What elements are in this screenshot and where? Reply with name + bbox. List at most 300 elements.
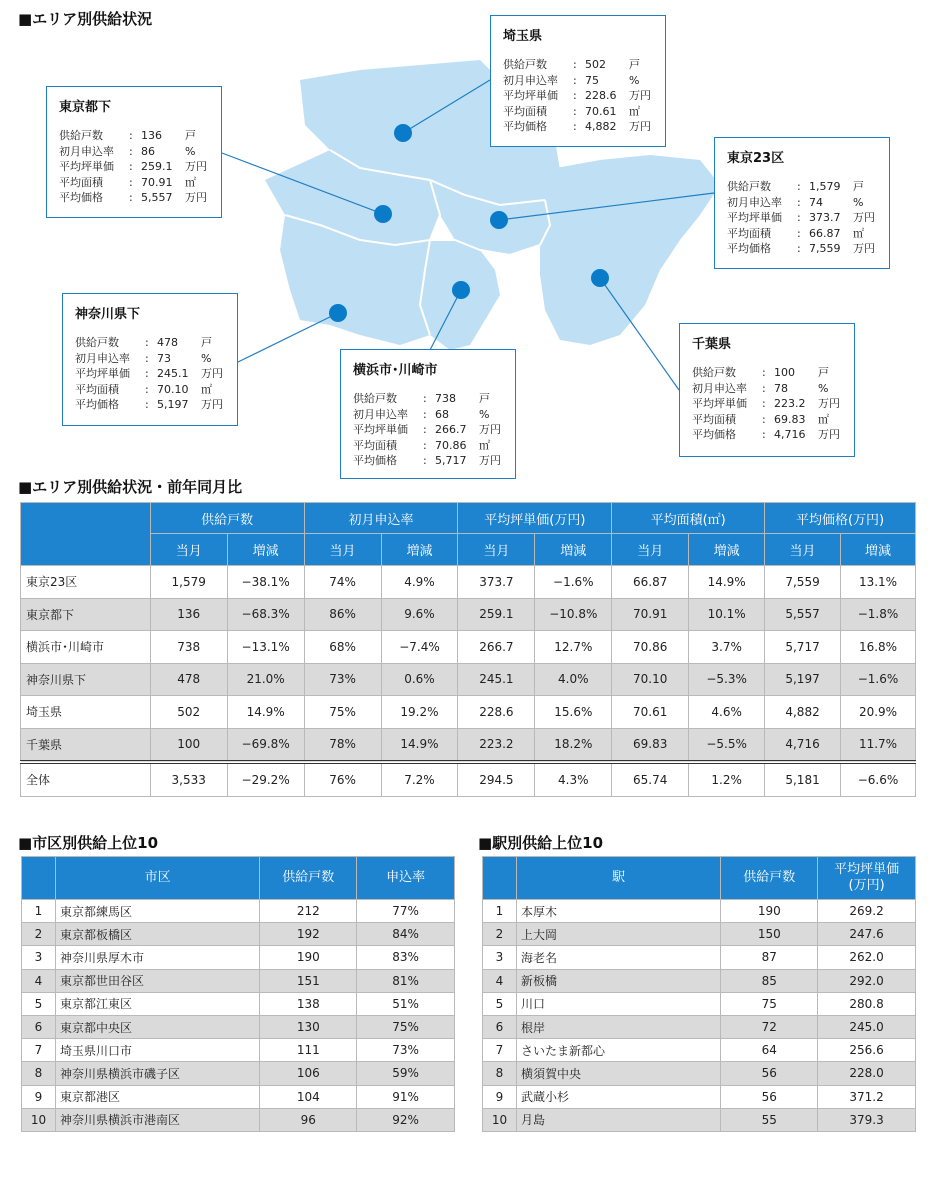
yoy-row: [21, 566, 916, 599]
yoy-cell: −6.6%: [841, 762, 916, 796]
map-dot-tokyo-tama: [374, 205, 392, 223]
callout-row-unit_price: [353, 422, 505, 438]
yoy-cell: 223.2: [458, 728, 535, 762]
callout-label: 平均坪単価: [59, 160, 114, 173]
callout-label: 平均価格: [692, 428, 736, 441]
callout-sep: :: [145, 351, 149, 365]
callout-sep: :: [145, 336, 149, 349]
station-rank: 4: [483, 969, 517, 992]
callout-row-price: [727, 241, 879, 257]
station-row: [483, 1039, 916, 1062]
yoy-row: [21, 598, 916, 631]
callout-value: 259.1: [141, 160, 173, 173]
station-col-supply: 供給戸数: [721, 857, 818, 900]
yoy-cell: 73%: [304, 663, 381, 696]
callout-label: 初月申込率: [353, 407, 408, 421]
city-col-rank: [22, 857, 56, 900]
callout-unit: 戸: [201, 336, 212, 349]
yoy-cell: 228.6: [458, 696, 535, 729]
city-name: 東京都中央区: [55, 1015, 259, 1038]
callout-sep: :: [797, 226, 801, 240]
yoy-cell: −29.2%: [227, 762, 304, 796]
station-price: 292.0: [818, 969, 916, 992]
city-name: 神奈川県横浜市磯子区: [55, 1062, 259, 1085]
callout-value: 70.10: [157, 382, 189, 396]
station-name: さいたま新都心: [516, 1039, 720, 1062]
callout-sep: :: [573, 120, 577, 133]
yoy-cell: 21.0%: [227, 663, 304, 696]
callout-value: 69.83: [774, 412, 806, 426]
callout-label: 平均面積: [503, 104, 547, 118]
station-name: 本厚木: [516, 900, 720, 923]
callout-unit: 戸: [629, 58, 640, 71]
yoy-cell: 70.10: [612, 663, 689, 696]
callout-label: 平均価格: [59, 191, 103, 204]
callout-unit: 万円: [185, 160, 207, 173]
callout-title: 千葉県: [692, 337, 732, 352]
callout-row-price: [353, 453, 505, 469]
yoy-cell: −1.8%: [841, 598, 916, 631]
callout-unit: 万円: [201, 398, 223, 411]
yoy-cell: 3.7%: [689, 631, 765, 664]
callout-label: 平均面積: [692, 412, 736, 426]
callout-sep: :: [423, 438, 427, 452]
yoy-area-name: 神奈川県下: [21, 663, 151, 696]
station-price: 228.0: [818, 1062, 916, 1085]
callout-unit: 万円: [629, 89, 651, 102]
station-supply: 190: [721, 900, 818, 923]
callout-unit: 戸: [818, 366, 829, 379]
yoy-cell: 502: [150, 696, 227, 729]
callout-value: 4,716: [774, 428, 806, 441]
city-col-rate: 申込率: [357, 857, 455, 900]
city-supply: 104: [260, 1085, 357, 1108]
station-row: [483, 1108, 916, 1131]
callout-value: 70.61: [585, 104, 617, 118]
station-rank: 7: [483, 1039, 517, 1062]
callout-row-unit_price: [727, 210, 879, 226]
callout-row-price: [503, 119, 655, 135]
map-dot-yokohama: [452, 281, 470, 299]
yoy-cell: 18.2%: [535, 728, 612, 762]
callout-row-price: [692, 427, 844, 443]
callout-sep: :: [797, 242, 801, 255]
station-supply: 56: [721, 1062, 818, 1085]
yoy-table: [20, 502, 916, 797]
city-rank: 2: [22, 923, 56, 946]
yoy-group-header: 平均価格(万円): [765, 503, 916, 534]
callout-unit: 万円: [185, 191, 207, 204]
callout-sep: :: [762, 428, 766, 441]
yoy-cell: 4,882: [765, 696, 841, 729]
callout-row-supply: [727, 179, 879, 195]
station-supply: 56: [721, 1085, 818, 1108]
city-supply: 151: [260, 969, 357, 992]
callout-sep: :: [762, 381, 766, 395]
city-rank: 5: [22, 992, 56, 1015]
yoy-cell: 4.3%: [535, 762, 612, 796]
station-name: 海老名: [516, 946, 720, 969]
yoy-cell: 5,717: [765, 631, 841, 664]
callout-sep: :: [797, 211, 801, 224]
city-row: [22, 1085, 455, 1108]
callout-sep: :: [573, 73, 577, 87]
callout-tokyo23: [714, 137, 890, 269]
city-rate: 75%: [357, 1015, 455, 1038]
callout-value: 1,579: [809, 180, 841, 193]
yoy-cell: 266.7: [458, 631, 535, 664]
city-name: 東京都港区: [55, 1085, 259, 1108]
callout-value: 738: [435, 392, 456, 405]
callout-sep: :: [129, 144, 133, 158]
yoy-area-name: 埼玉県: [21, 696, 151, 729]
yoy-sub-change: 増減: [381, 534, 458, 566]
yoy-group-header: 初月申込率: [304, 503, 458, 534]
callout-value: 478: [157, 336, 178, 349]
station-supply: 150: [721, 923, 818, 946]
city-supply: 190: [260, 946, 357, 969]
yoy-cell: −13.1%: [227, 631, 304, 664]
station-row: [483, 969, 916, 992]
station-row: [483, 992, 916, 1015]
yoy-cell: 1.2%: [689, 762, 765, 796]
city-supply: 130: [260, 1015, 357, 1038]
callout-title: 神奈川県下: [75, 307, 141, 322]
city-rank: 1: [22, 900, 56, 923]
yoy-area-name: 全体: [21, 762, 151, 796]
yoy-corner: [21, 503, 151, 566]
callout-row-supply: [503, 57, 655, 73]
callout-value: 78: [774, 381, 788, 395]
yoy-cell: 20.9%: [841, 696, 916, 729]
yoy-cell: 19.2%: [381, 696, 458, 729]
station-price: 379.3: [818, 1108, 916, 1131]
callout-sep: :: [797, 180, 801, 193]
yoy-sub-current: 当月: [765, 534, 841, 566]
callout-label: 供給戸数: [75, 336, 119, 349]
yoy-area-name: 東京都下: [21, 598, 151, 631]
callout-value: 75: [585, 73, 599, 87]
station-col-name: 駅: [516, 857, 720, 900]
callout-sep: :: [573, 104, 577, 118]
callout-unit: ㎡: [853, 226, 864, 240]
map-dot-chiba: [591, 269, 609, 287]
callout-label: 平均坪単価: [692, 397, 747, 410]
callout-value: 223.2: [774, 397, 806, 410]
station-name: 川口: [516, 992, 720, 1015]
callout-label: 平均坪単価: [75, 367, 130, 380]
yoy-cell: 259.1: [458, 598, 535, 631]
map-dot-saitama: [394, 124, 412, 142]
city-rank: 8: [22, 1062, 56, 1085]
callout-value: 266.7: [435, 423, 467, 436]
callout-value: 74: [809, 195, 823, 209]
callout-label: 初月申込率: [503, 73, 558, 87]
yoy-cell: −5.5%: [689, 728, 765, 762]
yoy-cell: −68.3%: [227, 598, 304, 631]
callout-unit: ㎡: [818, 412, 829, 426]
city-rank: 6: [22, 1015, 56, 1038]
station-name: 上大岡: [516, 923, 720, 946]
city-rate: 83%: [357, 946, 455, 969]
callout-sep: :: [129, 160, 133, 173]
area-map: [0, 0, 944, 470]
callout-sep: :: [423, 454, 427, 467]
callout-value: 136: [141, 129, 162, 142]
city-rate: 81%: [357, 969, 455, 992]
callout-value: 7,559: [809, 242, 841, 255]
station-price: 245.0: [818, 1015, 916, 1038]
callout-label: 平均面積: [75, 382, 119, 396]
callout-unit: %: [818, 381, 829, 395]
yoy-cell: 75%: [304, 696, 381, 729]
yoy-group-header: 平均坪単価(万円): [458, 503, 612, 534]
station-price: 280.8: [818, 992, 916, 1015]
yoy-cell: 4,716: [765, 728, 841, 762]
yoy-cell: 13.1%: [841, 566, 916, 599]
callout-row-area: [503, 104, 655, 120]
callout-unit: %: [853, 195, 864, 209]
city-rank: 4: [22, 969, 56, 992]
city-row: [22, 992, 455, 1015]
yoy-area-name: 東京23区: [21, 566, 151, 599]
city-supply: 192: [260, 923, 357, 946]
yoy-sub-change: 増減: [689, 534, 765, 566]
callout-row-rate: [75, 351, 227, 367]
yoy-cell: 86%: [304, 598, 381, 631]
callout-label: 平均価格: [353, 454, 397, 467]
yoy-group-header: 供給戸数: [150, 503, 304, 534]
yoy-sub-change: 増減: [841, 534, 916, 566]
callout-title: 埼玉県: [503, 29, 543, 44]
callout-unit: 万円: [818, 397, 840, 410]
yoy-row: [21, 631, 916, 664]
callout-row-rate: [59, 144, 211, 160]
city-name: 東京都練馬区: [55, 900, 259, 923]
callout-title: 東京都下: [59, 100, 112, 115]
station-rank: 6: [483, 1015, 517, 1038]
callout-sep: :: [423, 423, 427, 436]
callout-row-unit_price: [75, 366, 227, 382]
yoy-cell: 14.9%: [381, 728, 458, 762]
city-name: 神奈川県厚木市: [55, 946, 259, 969]
callout-sep: :: [423, 407, 427, 421]
callout-chiba: [679, 323, 855, 457]
yoy-row: [21, 762, 916, 796]
yoy-cell: −10.8%: [535, 598, 612, 631]
map-chiba-region: [540, 155, 720, 345]
station-price: 269.2: [818, 900, 916, 923]
callout-row-unit_price: [503, 88, 655, 104]
city-supply: 212: [260, 900, 357, 923]
yoy-cell: 12.7%: [535, 631, 612, 664]
callout-unit: ㎡: [479, 438, 490, 452]
city-rate: 59%: [357, 1062, 455, 1085]
yoy-cell: 16.8%: [841, 631, 916, 664]
yoy-cell: 0.6%: [381, 663, 458, 696]
callout-label: 平均価格: [75, 398, 119, 411]
callout-value: 5,557: [141, 191, 173, 204]
yoy-cell: 1,579: [150, 566, 227, 599]
callout-label: 平均価格: [503, 120, 547, 133]
yoy-cell: 136: [150, 598, 227, 631]
city-col-supply: 供給戸数: [260, 857, 357, 900]
yoy-cell: 7,559: [765, 566, 841, 599]
city-row: [22, 969, 455, 992]
city-rank-title: ■市区別供給上位10: [18, 834, 159, 852]
yoy-cell: 373.7: [458, 566, 535, 599]
yoy-subheader-row: [21, 534, 916, 566]
city-row: [22, 1039, 455, 1062]
callout-unit: 戸: [185, 129, 196, 142]
yoy-row: [21, 696, 916, 729]
yoy-cell: 15.6%: [535, 696, 612, 729]
station-supply: 72: [721, 1015, 818, 1038]
city-row: [22, 1015, 455, 1038]
callout-unit: 万円: [479, 423, 501, 436]
callout-unit: ㎡: [185, 175, 196, 189]
callout-label: 初月申込率: [727, 195, 782, 209]
callout-unit: 万円: [629, 120, 651, 133]
callout-label: 平均坪単価: [503, 89, 558, 102]
yoy-sub-current: 当月: [304, 534, 381, 566]
callout-value: 228.6: [585, 89, 617, 102]
callout-value: 4,882: [585, 120, 617, 133]
station-name: 月島: [516, 1108, 720, 1131]
map-dot-tokyo23: [490, 211, 508, 229]
callout-value: 70.91: [141, 175, 173, 189]
yoy-cell: 738: [150, 631, 227, 664]
city-row: [22, 946, 455, 969]
station-col-price: [818, 857, 916, 900]
station-supply: 55: [721, 1108, 818, 1131]
callout-sep: :: [797, 195, 801, 209]
city-rate: 91%: [357, 1085, 455, 1108]
callout-value: 373.7: [809, 211, 841, 224]
callout-unit: 万円: [853, 211, 875, 224]
callout-sep: :: [129, 175, 133, 189]
callout-value: 245.1: [157, 367, 189, 380]
city-rate: 84%: [357, 923, 455, 946]
yoy-cell: 70.86: [612, 631, 689, 664]
city-rank: 9: [22, 1085, 56, 1108]
yoy-group-header: 平均面積(㎡): [612, 503, 765, 534]
yoy-sub-current: 当月: [150, 534, 227, 566]
yoy-cell: 14.9%: [689, 566, 765, 599]
yoy-cell: 14.9%: [227, 696, 304, 729]
city-rank: 7: [22, 1039, 56, 1062]
callout-row-area: [75, 382, 227, 398]
station-rank: 5: [483, 992, 517, 1015]
yoy-sub-current: 当月: [458, 534, 535, 566]
station-price: 247.6: [818, 923, 916, 946]
yoy-cell: 5,197: [765, 663, 841, 696]
yoy-cell: −1.6%: [535, 566, 612, 599]
yoy-cell: 5,557: [765, 598, 841, 631]
yoy-row: [21, 663, 916, 696]
yoy-cell: 7.2%: [381, 762, 458, 796]
station-rank: 2: [483, 923, 517, 946]
callout-label: 平均面積: [59, 175, 103, 189]
callout-row-unit_price: [59, 159, 211, 175]
yoy-cell: 478: [150, 663, 227, 696]
city-supply: 96: [260, 1108, 357, 1131]
callout-row-supply: [692, 365, 844, 381]
city-supply: 106: [260, 1062, 357, 1085]
yoy-cell: 65.74: [612, 762, 689, 796]
yoy-title: ■エリア別供給状況・前年同月比: [18, 478, 243, 496]
yoy-cell: 100: [150, 728, 227, 762]
city-col-name: 市区: [55, 857, 259, 900]
station-price: 371.2: [818, 1085, 916, 1108]
callout-sep: :: [145, 382, 149, 396]
yoy-row: [21, 728, 916, 762]
station-name: 新板橋: [516, 969, 720, 992]
station-row: [483, 946, 916, 969]
city-rate: 51%: [357, 992, 455, 1015]
callout-value: 5,197: [157, 398, 189, 411]
station-rank: 10: [483, 1108, 517, 1131]
callout-label: 平均価格: [727, 242, 771, 255]
callout-value: 502: [585, 58, 606, 71]
city-rank: 3: [22, 946, 56, 969]
city-row: [22, 1062, 455, 1085]
yoy-cell: 66.87: [612, 566, 689, 599]
city-row: [22, 923, 455, 946]
city-rate: 77%: [357, 900, 455, 923]
station-col-price-line2: (万円): [848, 878, 885, 893]
yoy-cell: 4.9%: [381, 566, 458, 599]
callout-label: 供給戸数: [503, 58, 547, 71]
callout-label: 供給戸数: [727, 180, 771, 193]
callout-value: 86: [141, 144, 155, 158]
callout-unit: %: [201, 351, 212, 365]
callout-row-area: [59, 175, 211, 191]
yoy-cell: 5,181: [765, 762, 841, 796]
callout-label: 供給戸数: [59, 129, 103, 142]
city-rate: 92%: [357, 1108, 455, 1131]
station-rank: 3: [483, 946, 517, 969]
city-rank: 10: [22, 1108, 56, 1131]
city-row: [22, 900, 455, 923]
yoy-cell: 3,533: [150, 762, 227, 796]
callout-label: 平均面積: [353, 438, 397, 452]
city-row: [22, 1108, 455, 1131]
yoy-cell: 70.91: [612, 598, 689, 631]
callout-label: 供給戸数: [353, 392, 397, 405]
callout-unit: ㎡: [201, 382, 212, 396]
callout-sep: :: [129, 129, 133, 142]
callout-row-rate: [503, 73, 655, 89]
callout-value: 70.86: [435, 438, 467, 452]
station-supply: 75: [721, 992, 818, 1015]
station-row: [483, 1085, 916, 1108]
station-col-rank: [483, 857, 517, 900]
yoy-cell: 11.7%: [841, 728, 916, 762]
yoy-cell: 10.1%: [689, 598, 765, 631]
callout-sep: :: [573, 89, 577, 102]
callout-unit: 万円: [853, 242, 875, 255]
yoy-cell: 69.83: [612, 728, 689, 762]
callout-unit: ㎡: [629, 104, 640, 118]
station-col-price-line1: 平均坪単価: [834, 862, 900, 877]
station-supply: 85: [721, 969, 818, 992]
city-name: 東京都江東区: [55, 992, 259, 1015]
yoy-cell: 78%: [304, 728, 381, 762]
callout-row-area: [727, 226, 879, 242]
callout-yokohama: [340, 349, 516, 479]
callout-row-rate: [692, 381, 844, 397]
